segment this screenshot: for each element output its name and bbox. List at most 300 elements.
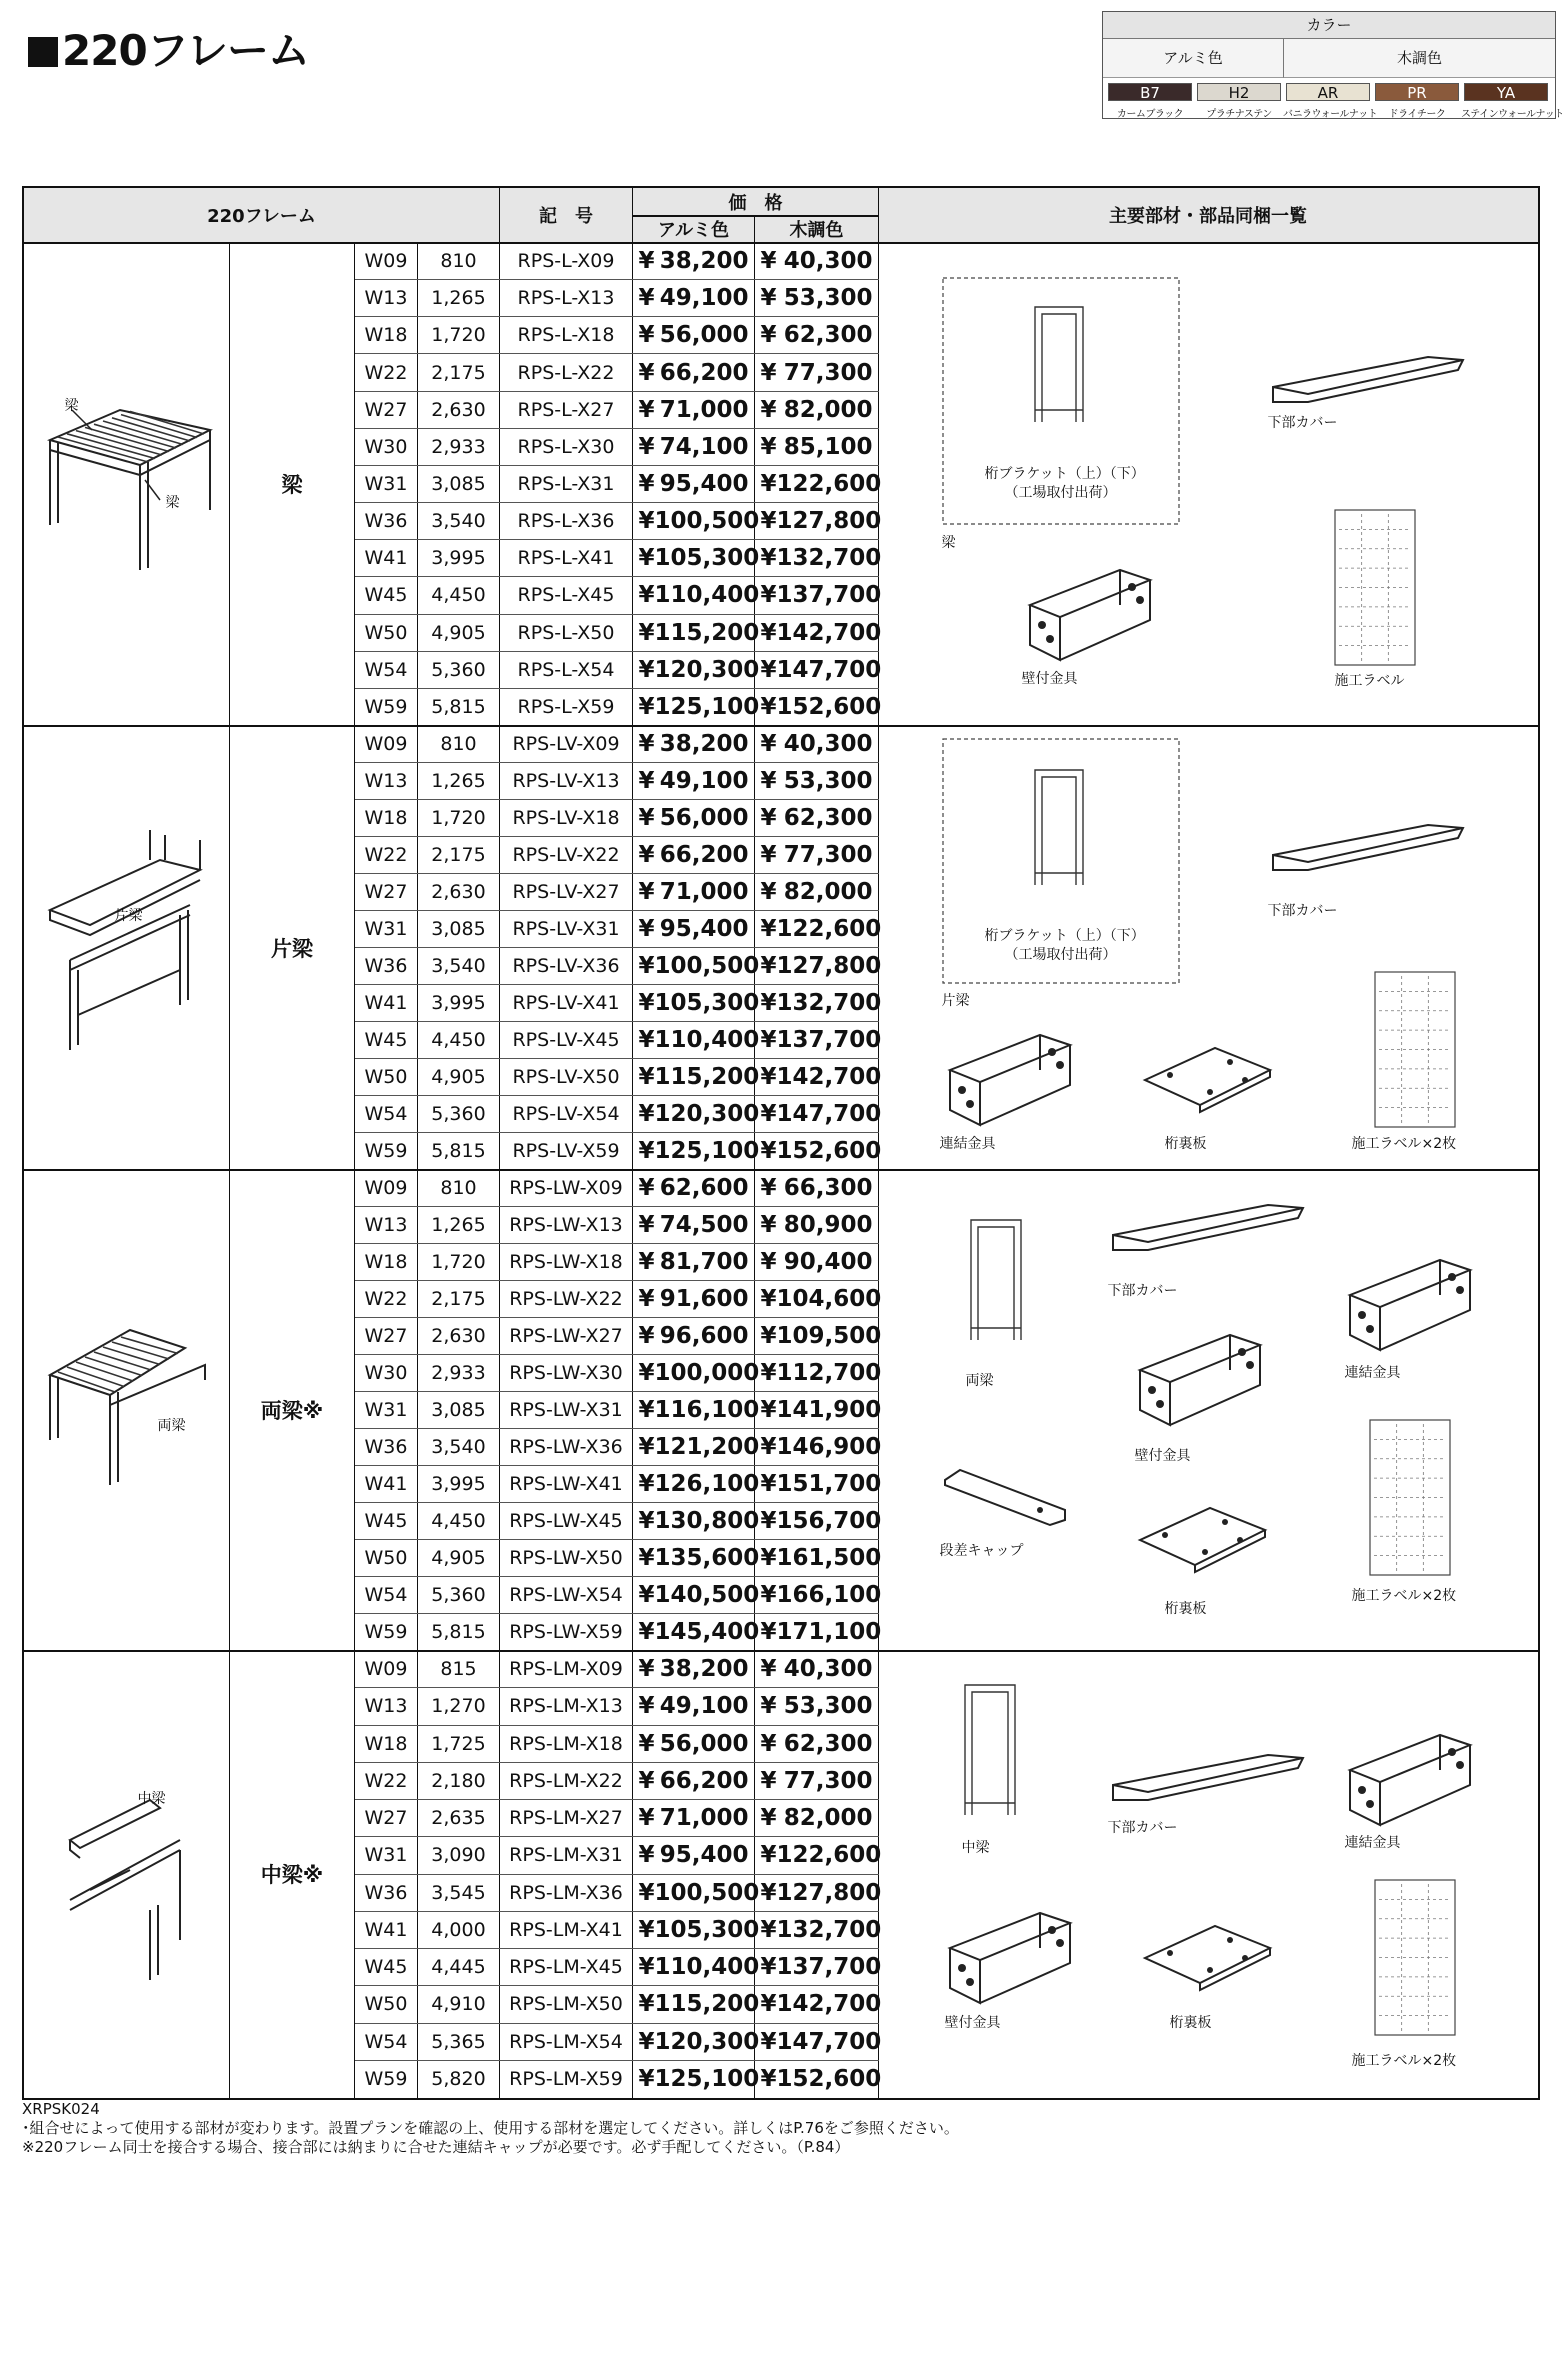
- part-label: 桁裏板: [1164, 1135, 1207, 1152]
- group-name: 片梁: [271, 936, 313, 961]
- yen-sign: ¥: [760, 396, 777, 423]
- part-label: 桁ブラケット（上）（下）: [984, 927, 1145, 944]
- part-label: 梁: [941, 534, 956, 551]
- price-alu: [633, 1355, 760, 1392]
- product-code: RPS-LM-X13: [509, 1695, 623, 1718]
- yen-sign: ¥: [638, 916, 655, 942]
- yen-sign: ¥: [638, 582, 655, 609]
- price-value: 115,200: [654, 1064, 760, 1090]
- price-alu: [633, 503, 760, 540]
- yen-sign: ¥: [638, 1249, 655, 1275]
- price-alu: [633, 688, 760, 725]
- width-code: W54: [364, 658, 408, 681]
- price-alu: [633, 1540, 760, 1577]
- price-value: 81,700: [659, 1249, 749, 1275]
- yen-sign: ¥: [638, 1954, 655, 1981]
- yen-sign: ¥: [638, 1916, 655, 1943]
- yen-sign: ¥: [760, 322, 777, 349]
- yen-sign: ¥: [638, 768, 655, 794]
- width-size: 3,545: [431, 1881, 486, 1904]
- price-value: 38,200: [659, 731, 749, 757]
- yen-sign: ¥: [760, 768, 777, 794]
- yen-sign: ¥: [638, 545, 655, 572]
- price-wood: [755, 1207, 879, 1244]
- price-value: 120,300: [654, 2028, 760, 2055]
- width-size: 1,720: [431, 807, 486, 829]
- part-label: 連結金具: [1344, 1834, 1401, 1851]
- width-code: W30: [364, 435, 408, 458]
- part-label: 壁付金具: [1134, 1447, 1191, 1464]
- yen-sign: ¥: [760, 953, 777, 979]
- width-size: 2,635: [431, 1807, 486, 1830]
- price-value: 135,600: [654, 1545, 760, 1571]
- price-value: 147,700: [776, 1101, 882, 1127]
- price-value: 152,600: [776, 2065, 882, 2092]
- price-value: 130,800: [654, 1508, 760, 1534]
- price-alu: [633, 2060, 760, 2097]
- price-value: 56,000: [659, 1730, 749, 1757]
- price-value: 66,300: [783, 1175, 873, 1201]
- price-value: 80,900: [783, 1212, 873, 1238]
- diagram-label-half-beam: 片梁: [114, 907, 143, 924]
- yen-sign: ¥: [638, 1101, 655, 1127]
- half-beam-diagram-icon: [40, 830, 220, 1060]
- price-alu: [633, 614, 760, 651]
- product-code: RPS-LW-X36: [509, 1436, 623, 1458]
- part-label: 施工ラベル×2枚: [1351, 2052, 1457, 2069]
- price-alu: [633, 1762, 755, 1799]
- price-value: 53,300: [783, 768, 873, 794]
- product-code: RPS-L-X18: [517, 324, 615, 347]
- wall-bracket-icon: [1020, 565, 1160, 665]
- header-parts: 主要部材・部品同梱一覧: [1109, 206, 1307, 227]
- width-code: W59: [364, 695, 408, 718]
- yen-sign: ¥: [760, 842, 777, 868]
- width-code: W27: [364, 881, 408, 903]
- product-code: RPS-LW-X50: [509, 1547, 623, 1569]
- header-code: 記 号: [539, 206, 593, 227]
- price-value: 142,700: [776, 1991, 882, 2018]
- price-value: 62,300: [783, 1730, 873, 1757]
- width-code: W41: [364, 1918, 408, 1941]
- part-label: 壁付金具: [1021, 670, 1078, 687]
- price-alu: [633, 1949, 760, 1986]
- width-code: W50: [364, 1066, 408, 1088]
- price-alu: [633, 1725, 755, 1762]
- width-code: W13: [364, 287, 408, 310]
- product-code: RPS-LM-X09: [509, 1658, 623, 1681]
- product-code: RPS-LV-X45: [512, 1029, 620, 1051]
- product-code: RPS-L-X36: [517, 510, 615, 533]
- page-title: [28, 26, 309, 75]
- price-alu: [633, 800, 755, 837]
- yen-sign: ¥: [638, 1138, 655, 1164]
- price-wood: [755, 1986, 882, 2023]
- diagram-label-center-beam: 中梁: [137, 1790, 166, 1807]
- yen-sign: ¥: [638, 1286, 655, 1312]
- price-value: 66,200: [659, 359, 749, 386]
- width-code: W59: [364, 1621, 408, 1643]
- product-code: RPS-L-X13: [517, 287, 615, 310]
- header-frame: 220フレーム: [207, 206, 316, 227]
- width-size: 3,540: [431, 510, 486, 533]
- price-wood: [755, 1281, 882, 1318]
- price-value: 62,300: [783, 322, 873, 349]
- width-size: 3,090: [431, 1844, 486, 1867]
- product-code: RPS-L-X22: [517, 361, 615, 384]
- yen-sign: ¥: [638, 433, 655, 460]
- product-code: RPS-LW-X22: [509, 1288, 623, 1310]
- width-size: 4,905: [431, 1547, 486, 1569]
- price-value: 49,100: [659, 1693, 749, 1720]
- price-alu: [633, 540, 760, 577]
- width-size: 2,630: [431, 881, 486, 903]
- product-code: RPS-LV-X50: [512, 1066, 620, 1088]
- width-code: W13: [364, 1214, 408, 1236]
- width-size: 3,995: [431, 992, 486, 1014]
- price-alu: [633, 577, 760, 614]
- price-wood: [755, 948, 882, 985]
- price-value: 40,300: [783, 248, 873, 275]
- yen-sign: ¥: [638, 1360, 655, 1386]
- width-code: W18: [364, 324, 408, 347]
- price-wood: [755, 1022, 882, 1059]
- yen-sign: ¥: [760, 1212, 777, 1238]
- width-code: W30: [364, 1362, 408, 1384]
- price-value: 152,600: [776, 1138, 882, 1164]
- price-wood: [755, 1059, 882, 1096]
- price-wood: [755, 280, 879, 317]
- price-value: 49,100: [659, 285, 749, 312]
- width-size: 5,815: [431, 695, 486, 718]
- width-code: W31: [364, 1399, 408, 1421]
- price-wood: [755, 911, 882, 948]
- part-label: （工場取付出荷）: [1004, 484, 1117, 501]
- width-size: 3,540: [431, 1436, 486, 1458]
- price-alu: [633, 1466, 760, 1503]
- price-value: 132,700: [776, 990, 882, 1016]
- yen-sign: ¥: [760, 1656, 777, 1683]
- beam-bracket-icon: [1030, 302, 1088, 422]
- width-code: W31: [364, 472, 408, 495]
- price-value: 56,000: [659, 805, 749, 831]
- yen-sign: ¥: [760, 1991, 777, 2018]
- price-alu: [633, 1429, 760, 1466]
- price-alu: [633, 726, 755, 763]
- price-alu: [633, 465, 755, 502]
- yen-sign: ¥: [638, 1212, 655, 1238]
- price-alu: [633, 874, 755, 911]
- price-wood: [755, 1762, 879, 1799]
- price-value: 110,400: [654, 1954, 760, 1981]
- width-size: 4,450: [431, 1510, 486, 1532]
- price-value: 104,600: [776, 1286, 882, 1312]
- product-code: RPS-LM-X50: [509, 1993, 623, 2016]
- footer-note-2: ※220フレーム同士を接合する場合、接合部には納まりに合せた連結キャップが必要です。必ず手配してください。（P.84）: [22, 2138, 850, 2156]
- price-value: 71,000: [659, 879, 749, 905]
- price-value: 100,000: [654, 1360, 760, 1386]
- price-wood: [755, 1503, 882, 1540]
- product-code: RPS-LV-X59: [512, 1140, 620, 1162]
- price-alu: [633, 1207, 755, 1244]
- width-code: W13: [364, 1695, 408, 1718]
- width-size: 2,630: [431, 1325, 486, 1347]
- price-wood: [755, 985, 882, 1022]
- yen-sign: ¥: [638, 248, 655, 275]
- price-wood: [755, 354, 879, 391]
- price-wood: [755, 317, 879, 354]
- width-code: W50: [364, 1993, 408, 2016]
- price-value: 82,000: [783, 396, 873, 423]
- width-code: W41: [364, 992, 408, 1014]
- price-value: 100,500: [654, 1879, 760, 1906]
- girder-back-plate-icon: [1135, 1040, 1275, 1120]
- width-size: 4,905: [431, 1066, 486, 1088]
- price-alu: [633, 985, 760, 1022]
- product-code: RPS-LW-X45: [509, 1510, 623, 1532]
- product-code: RPS-LW-X54: [509, 1584, 623, 1606]
- product-code: RPS-LM-X27: [509, 1807, 623, 1830]
- price-value: 132,700: [776, 1916, 882, 1943]
- yen-sign: ¥: [760, 1767, 777, 1794]
- price-alu: [633, 1096, 760, 1133]
- price-value: 109,500: [776, 1323, 882, 1349]
- bottom-cover-icon: [1268, 352, 1468, 412]
- yen-sign: ¥: [760, 1249, 777, 1275]
- yen-sign: ¥: [638, 1434, 655, 1460]
- width-code: W54: [364, 2030, 408, 2053]
- color-swatch-ar: AR: [1286, 83, 1370, 101]
- price-wood: [755, 688, 882, 725]
- price-wood: [755, 540, 882, 577]
- price-value: 40,300: [783, 731, 873, 757]
- price-alu: [633, 1577, 760, 1614]
- page-title-text: 220フレーム: [62, 26, 309, 75]
- price-wood: [755, 614, 882, 651]
- product-code: RPS-LW-X27: [509, 1325, 623, 1347]
- girder-back-plate-icon: [1130, 1500, 1270, 1580]
- yen-sign: ¥: [760, 1730, 777, 1757]
- width-size: 3,085: [431, 1399, 486, 1421]
- center-beam-icon: [960, 1680, 1020, 1815]
- yen-sign: ¥: [760, 1471, 777, 1497]
- width-size: 4,450: [431, 584, 486, 607]
- product-code: RPS-L-X50: [517, 621, 615, 644]
- width-code: W41: [364, 547, 408, 570]
- width-size: 1,265: [431, 287, 486, 310]
- width-code: W36: [364, 1881, 408, 1904]
- yen-sign: ¥: [638, 1805, 655, 1832]
- double-beam-diagram-icon: [40, 1320, 220, 1490]
- price-value: 147,700: [776, 656, 882, 683]
- price-value: 110,400: [654, 582, 760, 609]
- price-value: 166,100: [776, 1582, 882, 1608]
- price-value: 38,200: [659, 1656, 749, 1683]
- width-size: 3,540: [431, 955, 486, 977]
- price-alu: [633, 1059, 760, 1096]
- price-alu: [633, 243, 755, 280]
- price-wood: [755, 2060, 882, 2097]
- width-size: 5,360: [431, 1584, 486, 1606]
- beam-bracket-icon: [1030, 765, 1088, 885]
- price-value: 100,500: [654, 508, 760, 535]
- yen-sign: ¥: [638, 396, 655, 423]
- product-code: RPS-LM-X36: [509, 1881, 623, 1904]
- color-group-alu: アルミ色: [1103, 39, 1284, 78]
- part-label: 施工ラベル×2枚: [1351, 1587, 1457, 1604]
- construction-label-icon: [1370, 1420, 1450, 1575]
- product-code: RPS-LM-X31: [509, 1844, 623, 1867]
- yen-sign: ¥: [638, 731, 655, 757]
- yen-sign: ¥: [760, 1916, 777, 1943]
- price-wood: [755, 726, 879, 763]
- width-code: W50: [364, 621, 408, 644]
- yen-sign: ¥: [638, 1508, 655, 1534]
- width-code: W18: [364, 1732, 408, 1755]
- width-code: W27: [364, 1807, 408, 1830]
- price-alu: [633, 1170, 755, 1207]
- construction-label-icon: [1375, 1880, 1455, 2035]
- price-wood: [755, 1688, 879, 1725]
- price-wood: [755, 1800, 879, 1837]
- yen-sign: ¥: [638, 1545, 655, 1571]
- price-value: 125,100: [654, 2065, 760, 2092]
- product-code: RPS-LV-X41: [512, 992, 620, 1014]
- girder-back-plate-icon: [1135, 1918, 1275, 1998]
- color-swatch-ya: YA: [1464, 83, 1548, 101]
- part-label: 中梁: [961, 1839, 990, 1856]
- product-code: RPS-L-X31: [517, 472, 615, 495]
- width-size: 1,270: [431, 1695, 486, 1718]
- price-value: 122,600: [776, 470, 882, 497]
- yen-sign: ¥: [638, 1693, 655, 1720]
- product-code: RPS-L-X09: [517, 250, 615, 273]
- yen-sign: ¥: [760, 916, 777, 942]
- color-name-ar: バニラウォールナット: [1283, 109, 1378, 120]
- price-alu: [633, 1986, 760, 2023]
- price-alu: [633, 763, 755, 800]
- price-wood: [755, 2023, 882, 2060]
- price-value: 116,100: [654, 1397, 760, 1423]
- price-value: 71,000: [659, 1805, 749, 1832]
- price-wood: [755, 243, 879, 280]
- price-table: [22, 186, 1540, 2100]
- width-size: 1,725: [431, 1732, 486, 1755]
- price-value: 137,700: [776, 1027, 882, 1053]
- yen-sign: ¥: [638, 359, 655, 386]
- price-value: 53,300: [783, 1693, 873, 1720]
- width-size: 5,360: [431, 1103, 486, 1125]
- product-code: RPS-LW-X31: [509, 1399, 623, 1421]
- width-size: 4,450: [431, 1029, 486, 1051]
- product-code: RPS-LV-X18: [512, 807, 620, 829]
- price-value: 146,900: [776, 1434, 882, 1460]
- footer-notes: [22, 2100, 959, 2157]
- double-beam-icon: [966, 1215, 1026, 1340]
- title-square-icon: [28, 37, 58, 67]
- price-value: 71,000: [659, 396, 749, 423]
- width-code: W09: [364, 250, 408, 273]
- width-size: 4,910: [431, 1993, 486, 2016]
- width-code: W54: [364, 1584, 408, 1606]
- yen-sign: ¥: [760, 1175, 777, 1201]
- construction-label-icon: [1375, 972, 1455, 1127]
- yen-sign: ¥: [638, 1175, 655, 1201]
- price-value: 96,600: [659, 1323, 749, 1349]
- price-value: 145,400: [654, 1619, 760, 1645]
- price-value: 156,700: [776, 1508, 882, 1534]
- width-code: W09: [364, 1658, 408, 1681]
- price-wood: [755, 874, 879, 911]
- price-value: 95,400: [659, 1842, 749, 1869]
- price-alu: [633, 354, 755, 391]
- price-value: 127,800: [776, 1879, 882, 1906]
- width-size: 5,820: [431, 2067, 486, 2090]
- yen-sign: ¥: [638, 1656, 655, 1683]
- color-name-h2: プラチナステン: [1206, 109, 1272, 120]
- part-label: 連結金具: [939, 1135, 996, 1152]
- price-wood: [755, 1244, 879, 1281]
- header-wood: 木調色: [789, 220, 844, 241]
- yen-sign: ¥: [760, 656, 777, 683]
- price-value: 132,700: [776, 545, 882, 572]
- product-code: RPS-L-X27: [517, 398, 615, 421]
- color-swatch-pr: PR: [1375, 83, 1459, 101]
- diagram-label-beam-2: 梁: [165, 494, 180, 511]
- price-value: 74,100: [659, 433, 749, 460]
- yen-sign: ¥: [638, 1619, 655, 1645]
- price-value: 100,500: [654, 953, 760, 979]
- price-value: 53,300: [783, 285, 873, 312]
- price-alu: [633, 2023, 760, 2060]
- yen-sign: ¥: [760, 1879, 777, 1906]
- price-alu: [633, 1318, 755, 1355]
- wall-bracket-icon: [1130, 1330, 1270, 1430]
- yen-sign: ¥: [760, 990, 777, 1016]
- yen-sign: ¥: [638, 619, 655, 646]
- price-value: 127,800: [776, 953, 882, 979]
- width-size: 2,933: [431, 435, 486, 458]
- product-code: RPS-L-X41: [517, 547, 615, 570]
- price-value: 161,500: [776, 1545, 882, 1571]
- width-code: W18: [364, 1251, 408, 1273]
- width-code: W45: [364, 1029, 408, 1051]
- yen-sign: ¥: [638, 953, 655, 979]
- price-alu: [633, 1281, 755, 1318]
- yen-sign: ¥: [760, 285, 777, 312]
- price-value: 82,000: [783, 879, 873, 905]
- yen-sign: ¥: [760, 433, 777, 460]
- price-value: 125,100: [654, 1138, 760, 1164]
- price-value: 74,500: [659, 1212, 749, 1238]
- width-size: 2,175: [431, 361, 486, 384]
- part-label: 壁付金具: [944, 2014, 1001, 2031]
- price-alu: [633, 1503, 760, 1540]
- yen-sign: ¥: [760, 1508, 777, 1534]
- price-wood: [755, 428, 879, 465]
- product-code: RPS-LV-X09: [512, 733, 620, 755]
- price-wood: [755, 391, 879, 428]
- yen-sign: ¥: [760, 2065, 777, 2092]
- price-value: 66,200: [659, 1767, 749, 1794]
- width-code: W22: [364, 361, 408, 384]
- width-size: 5,815: [431, 1140, 486, 1162]
- yen-sign: ¥: [760, 1027, 777, 1053]
- part-label: 下部カバー: [1267, 902, 1338, 919]
- width-code: W36: [364, 510, 408, 533]
- part-label: 施工ラベル: [1334, 672, 1405, 689]
- price-wood: [755, 577, 882, 614]
